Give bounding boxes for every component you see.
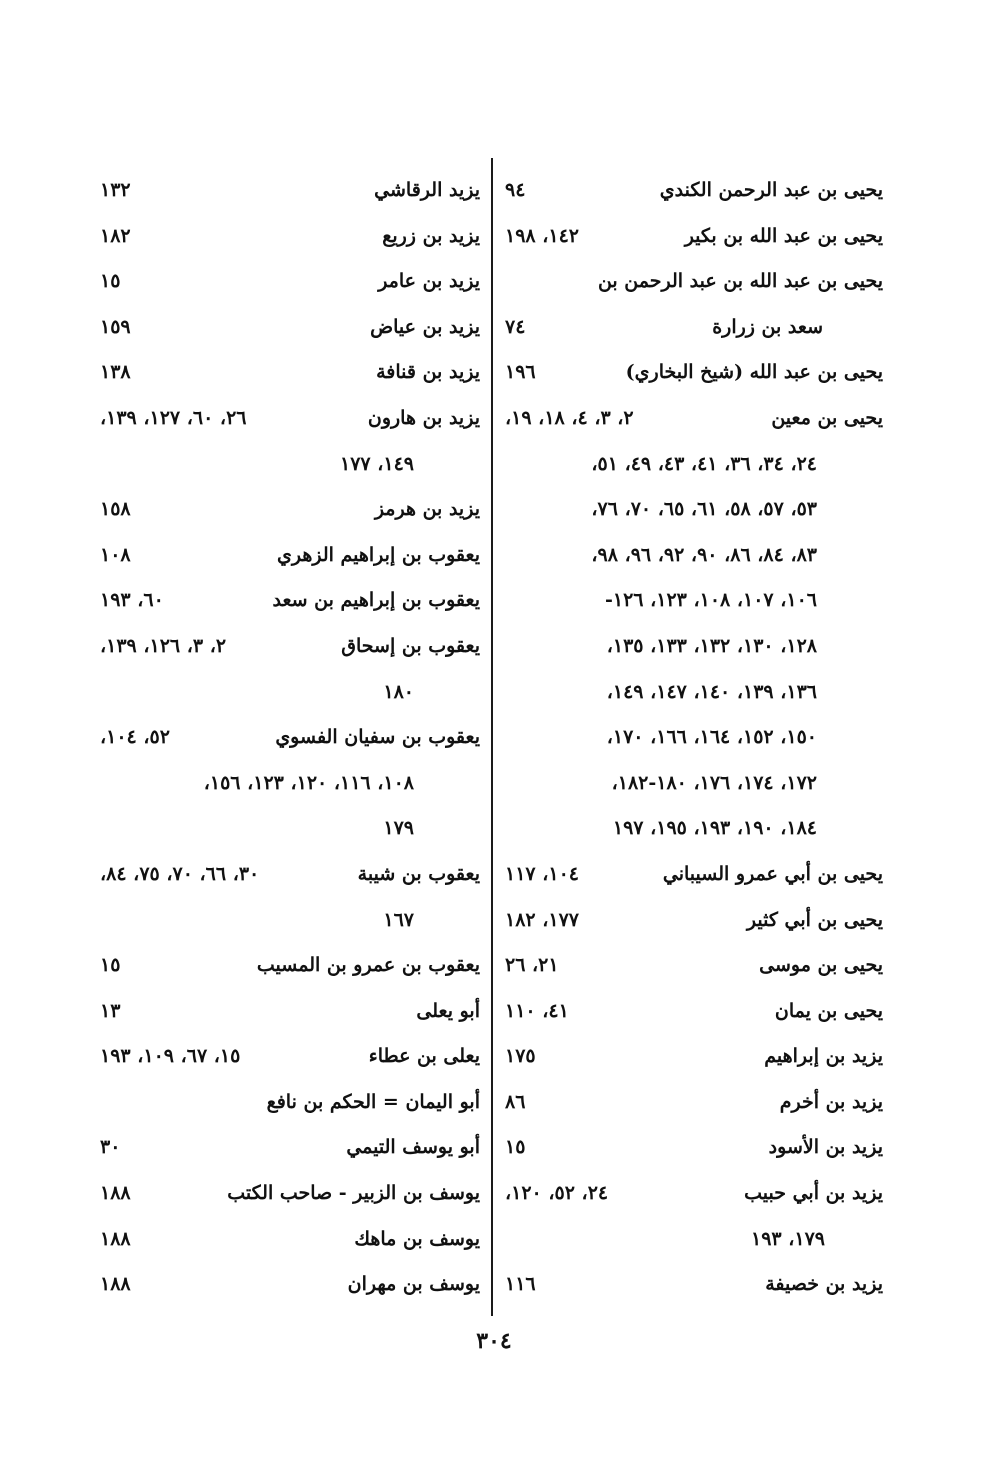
column-divider [491,158,493,1316]
entry-pages: ١٥٨ [100,498,131,521]
index-entry [505,533,883,579]
entry-name: يحيى بن أبي كثير [746,908,883,931]
index-column-right [505,168,883,1308]
entry-pages: ٢، ٣، ٤، ١٨، ١٩، [505,406,634,429]
entry-pages: ١٨٨ [100,1273,131,1296]
entry-pages: ١٦٧ [383,908,414,931]
entry-name: يعلى بن عطاء [368,1045,480,1068]
entry-pages: ١٥٩ [100,315,131,338]
entry-name: يوسف بن مهران [347,1273,480,1296]
entry-name: يعقوب بن إسحاق [341,634,480,657]
entry-pages: ١٤٢، ١٩٨ [505,224,579,247]
index-entry [505,989,883,1035]
index-entry [100,259,480,305]
index-entry [505,670,883,716]
entry-pages: ١٥ [100,954,121,977]
index-entry [100,1125,480,1171]
entry-pages: ١٣٢ [100,179,131,201]
index-entry [100,1262,480,1308]
index-entry [100,898,480,944]
index-entry [100,670,480,716]
index-entry [505,1171,883,1217]
entry-name: يزيد بن أبي حبيب [744,1182,883,1205]
entry-pages: ١٨٠ [383,680,414,703]
entry-pages: ٤١، ١١٠ [505,999,569,1022]
entry-pages: ١٥٠، ١٥٢، ١٦٤، ١٦٦، ١٧٠، [606,726,817,749]
entry-pages: ٢١، ٢٦ [505,954,559,977]
entry-name: يزيد بن الأسود [768,1136,883,1159]
index-entry [505,761,883,807]
index-entry [100,487,480,533]
index-entry [505,715,883,761]
entry-pages: ١٣٦، ١٣٩، ١٤٠، ١٤٧، ١٤٩، [606,680,817,703]
entry-name: يعقوب بن عمرو بن المسيب [256,954,480,977]
entry-pages: ٦٠، ١٩٣ [100,589,164,612]
entry-pages: ١٨٨ [100,1227,131,1250]
entry-pages: ١٣ [100,999,121,1022]
index-column-left [100,168,480,1308]
entry-pages: ١٢٨، ١٣٠، ١٣٢، ١٣٣، ١٣٥، [606,634,817,657]
entry-pages: ١٥ [100,270,121,293]
entry-pages: ٣٠، ٦٦، ٧٠، ٧٥، ٨٤، [100,862,260,885]
entry-name: يزيد بن هارون [367,406,480,429]
index-entry [100,442,480,488]
index-entry [505,1125,883,1171]
entry-pages: ١٣٨ [100,361,131,384]
entry-pages: ١٨٤، ١٩٠، ١٩٣، ١٩٥، ١٩٧ [612,817,817,840]
entry-pages: ١٠٦، ١٠٧، ١٠٨، ١٢٣، ١٢٦- [604,589,817,612]
entry-name: يعقوب بن سفيان الفسوي [275,726,480,749]
entry-pages: ٢٤، ٣٤، ٣٦، ٤١، ٤٣، ٤٩، ٥١، [591,452,817,475]
entry-name: يحيى بن أبي عمرو السيباني [662,862,883,885]
entry-name: سعد بن زرارة [712,315,823,338]
entry-pages: ١٠٨ [100,543,131,566]
index-entry [505,305,883,351]
index-entry [505,1034,883,1080]
entry-pages: ١٧٧، ١٨٢ [505,908,579,931]
index-entry [100,350,480,396]
index-entry [505,806,883,852]
index-entry [100,168,480,214]
index-entry [505,442,883,488]
entry-pages: ١٠٨، ١١٦، ١٢٠، ١٢٣، ١٥٦، [203,771,414,794]
entry-pages: ١٠٤، ١١٧ [505,862,579,885]
index-entry [100,852,480,898]
index-entry [505,487,883,533]
entry-name: يزيد بن زريع [382,224,480,247]
index-entry [505,168,883,214]
entry-pages: ١١٦ [505,1273,536,1296]
entry-name: يوسف بن ماهك [354,1227,480,1250]
entry-name: يحيى بن يمان [774,999,883,1022]
index-entry [505,259,883,305]
index-entry [100,214,480,260]
entry-pages: ١٩٦ [505,361,536,384]
index-entry [100,1171,480,1217]
entry-pages: ٨٦ [505,1090,526,1113]
entry-name: يزيد بن عامر [378,270,480,293]
index-entry [100,715,480,761]
index-entry [505,1080,883,1126]
entry-pages: ١٤٩، ١٧٧ [340,452,414,475]
entry-name: أبو اليمان = الحكم بن نافع [266,1090,480,1113]
index-entry [100,305,480,351]
index-entry [100,806,480,852]
index-entry [100,624,480,670]
entry-name: يعقوب بن إبراهيم بن سعد [272,589,480,612]
entry-name: يزيد الرقاشي [374,179,480,201]
entry-name: يوسف بن الزبير - صاحب الكتب [227,1182,480,1205]
entry-pages: ٥٢، ١٠٤، [100,726,170,749]
entry-pages: ٥٣، ٥٧، ٥٨، ٦١، ٦٥، ٧٠، ٧٦، [591,498,817,521]
page-number: ٣٠٤ [476,1328,512,1354]
entry-name: أبو يعلى [416,999,480,1022]
entry-pages: ١٨٨ [100,1182,131,1205]
entry-pages: ٢٤، ٥٢، ١٢٠، [505,1182,609,1205]
index-entry [100,989,480,1035]
entry-name: يحيى بن موسى [759,954,883,977]
index-entry [505,578,883,624]
entry-pages: ١٥ [505,1136,526,1159]
index-entry [100,1034,480,1080]
index-entry [505,943,883,989]
index-entry [100,396,480,442]
entry-name: يحيى بن عبد الله (شيخ البخاري) [625,361,883,384]
entry-name: يحيى بن عبد الله بن عبد الرحمن بن [597,270,883,293]
entry-pages: ١٧٩ [383,817,414,840]
entry-pages: ١٥، ٦٧، ١٠٩، ١٩٣ [100,1045,241,1068]
entry-pages: ١٨٢ [100,224,131,247]
entry-name: يعقوب بن إبراهيم الزهري [276,543,480,566]
entry-name: يحيى بن معين [771,406,883,429]
index-entry [100,1217,480,1263]
index-entry [100,1080,480,1126]
index-entry [505,396,883,442]
index-entry [100,761,480,807]
entry-pages: ٢، ٣، ١٢٦، ١٣٩، [100,634,227,657]
entry-pages: ١٧٥ [505,1045,536,1068]
index-entry [100,943,480,989]
index-entry [505,624,883,670]
entry-name: يزيد بن إبراهيم [764,1045,883,1068]
entry-pages: ٩٤ [505,179,526,201]
index-entry [505,1217,883,1263]
entry-name: يزيد بن خصيفة [765,1273,883,1296]
index-entry [505,1262,883,1308]
entry-name: يزيد بن عياض [370,315,480,338]
index-entry [100,578,480,624]
entry-pages: ٧٤ [505,315,526,338]
entry-pages: ١٧٩، ١٩٣ [751,1227,825,1250]
entry-name: أبو يوسف التيمي [346,1136,480,1159]
entry-pages: ٨٣، ٨٤، ٨٦، ٩٠، ٩٢، ٩٦، ٩٨، [591,543,817,566]
index-entry [505,898,883,944]
entry-name: يزيد بن هرمز [374,498,480,521]
index-entry [505,350,883,396]
entry-pages: ١٧٢، ١٧٤، ١٧٦، ١٨٠-١٨٢، [611,771,817,794]
entry-pages: ٢٦، ٦٠، ١٢٧، ١٣٩، [100,406,247,429]
entry-name: يزيد بن قنافة [376,361,480,384]
entry-pages: ٣٠ [100,1136,121,1159]
entry-name: يعقوب بن شيبة [357,862,480,885]
index-entry [100,533,480,579]
index-entry [505,852,883,898]
entry-name: يحيى بن عبد الله بن بكير [684,224,883,247]
index-entry [505,214,883,260]
entry-name: يحيى بن عبد الرحمن الكندي [659,179,883,201]
entry-name: يزيد بن أخرم [779,1090,883,1113]
